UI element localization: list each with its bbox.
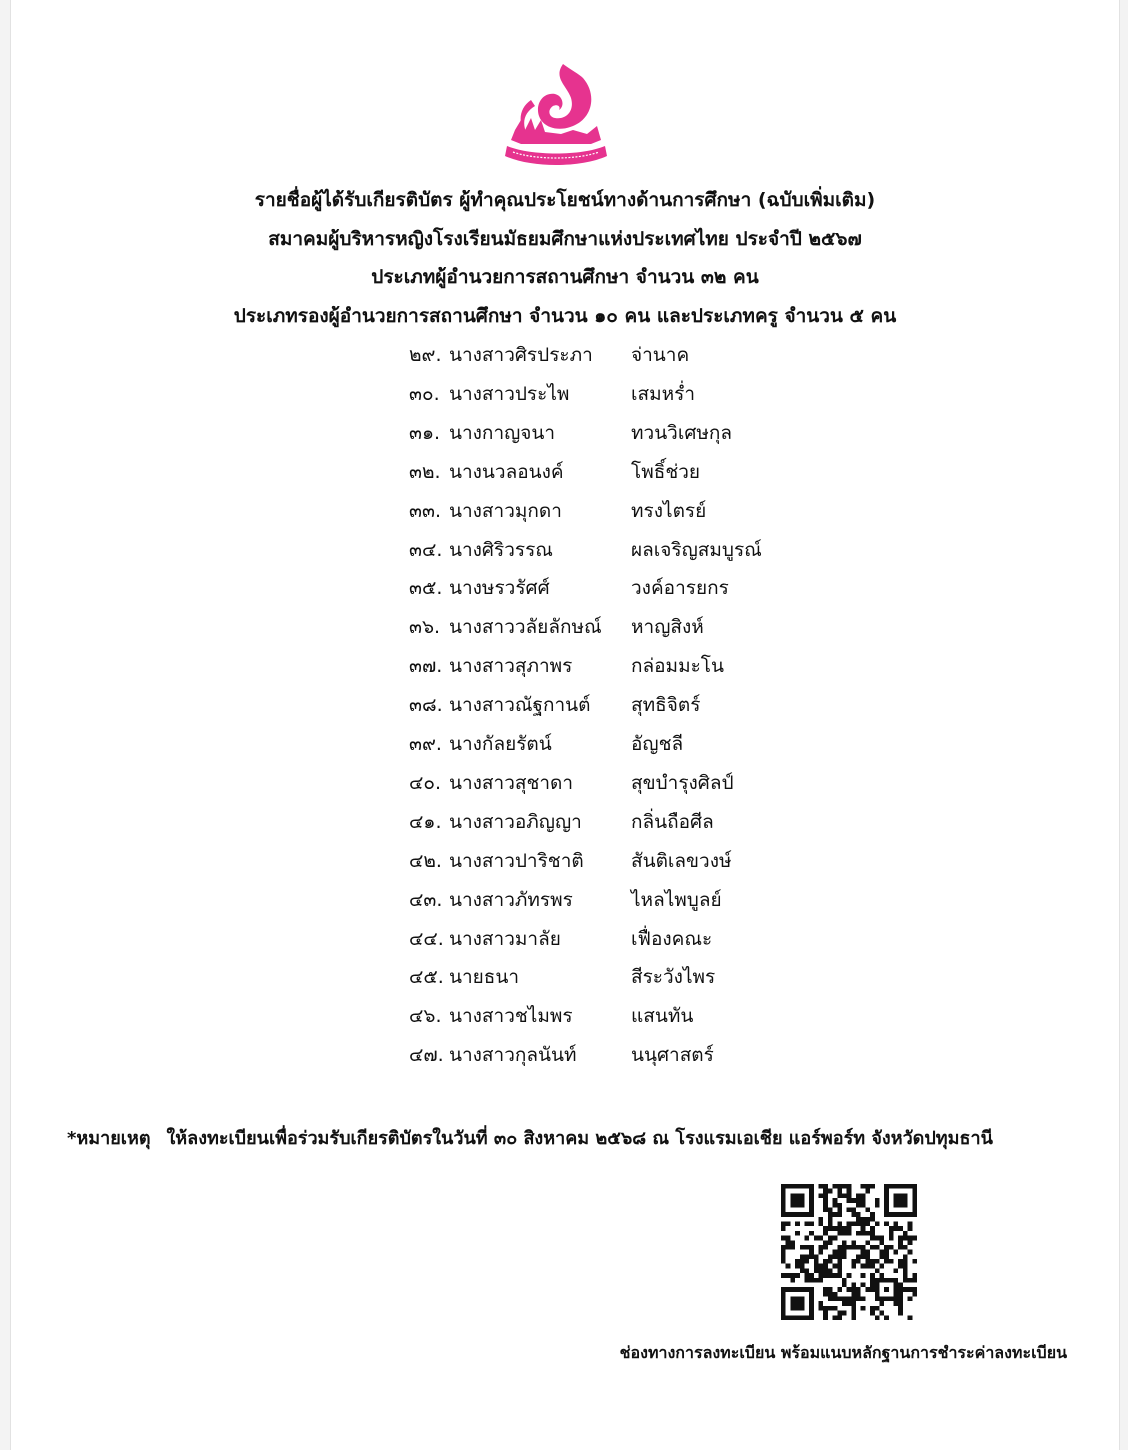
recipient-last-name: นนุศาสตร์ — [631, 1044, 714, 1067]
recipient-first-name: นางสาวชไมพร — [449, 1005, 573, 1028]
recipient-number: ๓๘. — [409, 694, 443, 717]
recipient-last-name: ผลเจริญสมบูรณ์ — [631, 538, 762, 561]
recipient-first-name: นางสาวปาริชาติ — [449, 849, 584, 872]
recipient-number: ๓๑. — [409, 421, 441, 444]
recipient-number: ๒๙. — [409, 344, 442, 366]
recipient-last-name: ไหลไพบูลย์ — [631, 888, 722, 911]
recipient-last-name: ทวนวิเศษกุล — [631, 421, 733, 444]
recipient-number: ๓๔. — [409, 538, 443, 561]
recipient-last-name: เฟื่องคณะ — [631, 927, 713, 950]
recipient-number: ๔๓. — [409, 888, 443, 911]
list-item — [409, 768, 829, 798]
recipient-number: ๔๑. — [409, 810, 442, 833]
list-item — [409, 1040, 829, 1070]
recipient-first-name: นางษรวรัศศ์ — [449, 577, 550, 600]
list-item — [409, 885, 829, 915]
list-item — [409, 496, 829, 526]
list-item — [409, 690, 829, 720]
recipient-number: ๔๕. — [409, 966, 444, 989]
recipient-number: ๔๒. — [409, 849, 442, 872]
recipient-number: ๓๖. — [409, 616, 441, 639]
recipient-first-name: นางกัลยรัตน์ — [449, 733, 552, 755]
recipient-number: ๔๗. — [409, 1044, 444, 1067]
document-page — [10, 0, 1120, 1450]
recipient-first-name: นางสาวมาลัย — [449, 927, 561, 950]
recipient-first-name: นางสาวประไพ — [449, 382, 570, 405]
recipient-last-name: สันติเลขวงษ์ — [631, 849, 732, 872]
recipient-first-name: นางสาวสุชาดา — [449, 771, 574, 794]
recipient-first-name: นางสาววลัยลักษณ์ — [449, 616, 602, 639]
registration-channel-caption: ช่องทางการลงทะเบียน พร้อมแนบหลักฐานการชำระค่าลงทะเบียน — [619, 1343, 1067, 1362]
list-item — [409, 418, 829, 448]
recipient-number: ๔๐. — [409, 771, 442, 794]
list-item — [409, 340, 829, 370]
list-item — [409, 535, 829, 565]
document-title: รายชื่อผู้ได้รับเกียรติบัตร ผู้ทำคุณประโยชน์ทางด้านการศึกษา (ฉบับเพิ่มเติม) — [254, 189, 876, 211]
recipient-first-name: นางนวลอนงค์ — [449, 460, 564, 483]
list-item — [409, 379, 829, 409]
recipient-first-name: นางสาวกุลนันท์ — [449, 1044, 577, 1067]
recipient-last-name: สุทธิจิตร์ — [631, 694, 701, 717]
recipient-last-name: แสนทัน — [631, 1005, 694, 1028]
recipient-first-name: นางกาญจนา — [449, 421, 556, 444]
recipient-number: ๔๖. — [409, 1005, 442, 1028]
recipient-number: ๔๔. — [409, 927, 444, 950]
recipient-number: ๓๙. — [409, 733, 442, 755]
recipient-first-name: นางสาวศิรประภา — [449, 344, 593, 366]
recipient-number: ๓๗. — [409, 655, 443, 678]
list-item — [409, 924, 829, 954]
recipient-number: ๓๐. — [409, 382, 440, 405]
recipient-number: ๓๒. — [409, 460, 441, 483]
list-item — [409, 457, 829, 487]
recipient-last-name: เสมหร่ำ — [631, 382, 696, 405]
registration-qr-code-icon[interactable] — [781, 1184, 917, 1320]
recipient-number: ๓๓. — [409, 499, 442, 522]
list-item — [409, 1001, 829, 1031]
recipient-last-name: สีระวังไพร — [631, 966, 716, 989]
recipient-first-name: นางสาวสุภาพร — [449, 655, 573, 678]
list-item — [409, 651, 829, 681]
recipient-last-name: จ่านาค — [631, 344, 690, 366]
category-deputy-teacher: ประเภทรองผู้อำนวยการสถานศึกษา จำนวน ๑๐ คน และประเภทครู จำนวน ๕ คน — [233, 305, 897, 327]
recipient-first-name: นางสาวมุกดา — [449, 499, 562, 522]
list-item — [409, 612, 829, 642]
recipient-last-name: สุขบำรุงศิลป์ — [631, 771, 734, 794]
recipient-last-name: กลิ่นถือศีล — [631, 810, 714, 833]
list-item — [409, 962, 829, 992]
recipient-last-name: อัญชลี — [631, 733, 684, 755]
category-director: ประเภทผู้อำนวยการสถานศึกษา จำนวน ๓๒ คน — [371, 266, 759, 288]
recipient-first-name: นางสาวอภิญญา — [449, 810, 582, 833]
recipient-first-name: นายธนา — [449, 966, 520, 989]
recipient-last-name: วงค์อารยกร — [631, 577, 729, 600]
remark-label: *หมายเหตุ — [67, 1128, 151, 1149]
recipient-last-name: ทรงไตรย์ — [631, 499, 707, 522]
recipient-last-name: โพธิ์ช่วย — [631, 460, 701, 483]
recipient-first-name: นางศิริวรรณ — [449, 538, 553, 561]
list-item — [409, 846, 829, 876]
list-item — [409, 729, 829, 759]
recipient-last-name: หาญสิงห์ — [631, 616, 704, 639]
recipient-first-name: นางสาวภัทรพร — [449, 888, 573, 911]
association-name: สมาคมผู้บริหารหญิงโรงเรียนมัธยมศึกษาแห่งประเทศไทย ประจำปี ๒๕๖๗ — [268, 228, 862, 250]
remark — [67, 1126, 1077, 1152]
list-item — [409, 573, 829, 603]
list-item — [409, 807, 829, 837]
recipient-first-name: นางสาวณัฐกานต์ — [449, 694, 591, 717]
remark-text: ให้ลงทะเบียนเพื่อร่วมรับเกียรติบัตรในวันที่ ๓๐ สิงหาคม ๒๕๖๘ ณ โรงแรมเอเชีย แอร์พอร์ท จังหวัดปทุมธานี — [166, 1128, 993, 1149]
recipient-number: ๓๕. — [409, 577, 443, 600]
recipient-last-name: กล่อมมะโน — [631, 655, 725, 678]
association-emblem-icon — [501, 60, 611, 172]
